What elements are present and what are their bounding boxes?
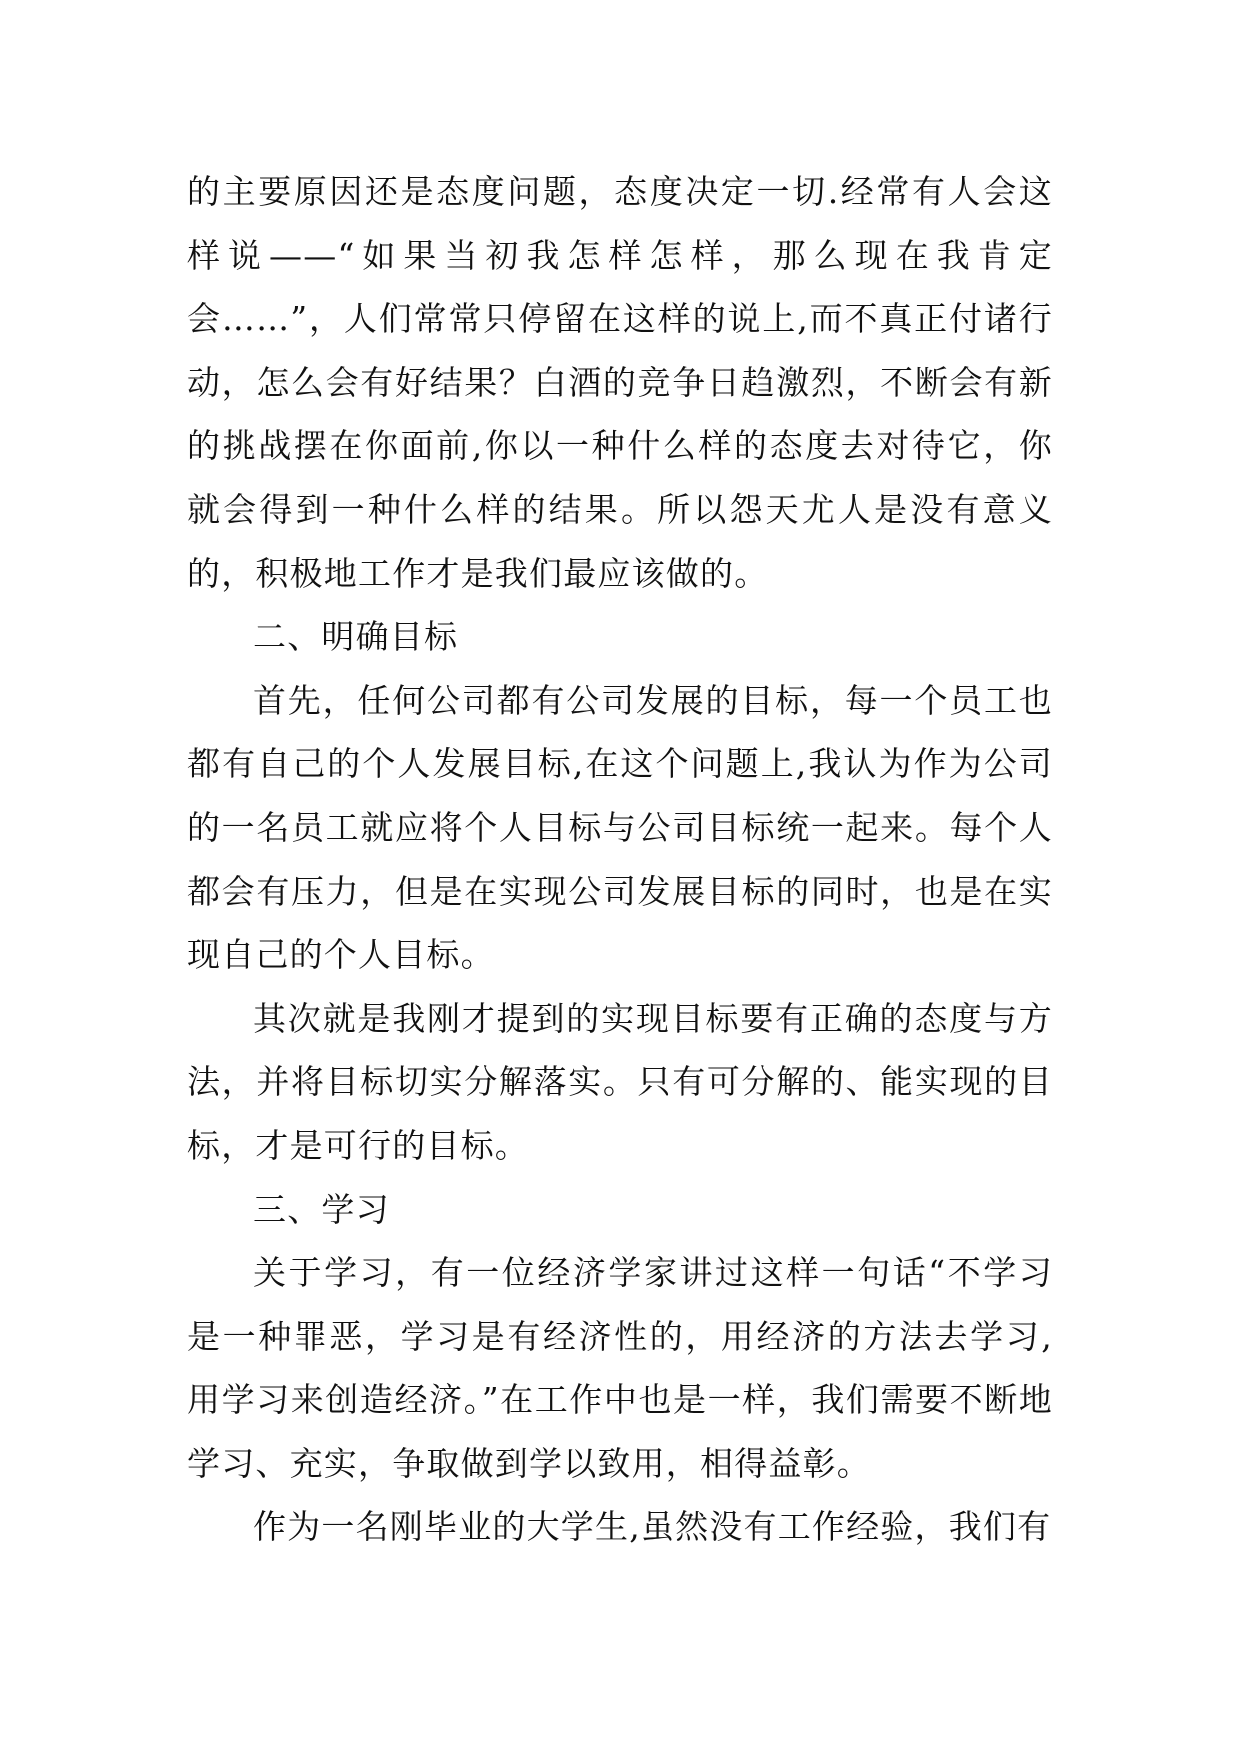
paragraph-learning-quote: 关于学习，有一位经济学家讲过这样一句话“不学习是一种罪恶，学习是有经济性的，用经济的方法去学习,用学习来创造经济。”在工作中也是一样，我们需要不断地学习、充实，争取做到学以致用，相得益彰。 (187, 1253, 1053, 1483)
section-heading-goals: 二、明确目标 (253, 617, 459, 657)
document-body (187, 160, 1053, 1559)
section-heading-learning: 三、学习 (253, 1189, 390, 1229)
paragraph-attitude-continuation: 的主要原因还是态度问题，态度决定一切.经常有人会这样说——“如果当初我怎样怎样，那么现在我肯定会……”，人们常常只停留在这样的说上,而不真正付诸行动，怎么会有好结果？白酒的竞争日趋激烈，不断会有新的挑战摆在你面前,你以一种什么样的态度去对待它，你就会得到一种什么样的结果。所以怨天尤人是没有意义的，积极地工作才是我们最应该做的。 (187, 172, 1053, 593)
paragraph-graduate: 作为一名刚毕业的大学生,虽然没有工作经验，我们有 (253, 1507, 1052, 1547)
paragraph-goals-first: 首先，任何公司都有公司发展的目标，每一个员工也都有自己的个人发展目标,在这个问题上,我认为作为公司的一名员工就应将个人目标与公司目标统一起来。每个人都会有压力，但是在实现公司发展目标的同时，也是在实现自己的个人目标。 (187, 680, 1053, 975)
paragraph-goals-second: 其次就是我刚才提到的实现目标要有正确的态度与方法，并将目标切实分解落实。只有可分解的、能实现的目标，才是可行的目标。 (187, 998, 1053, 1165)
